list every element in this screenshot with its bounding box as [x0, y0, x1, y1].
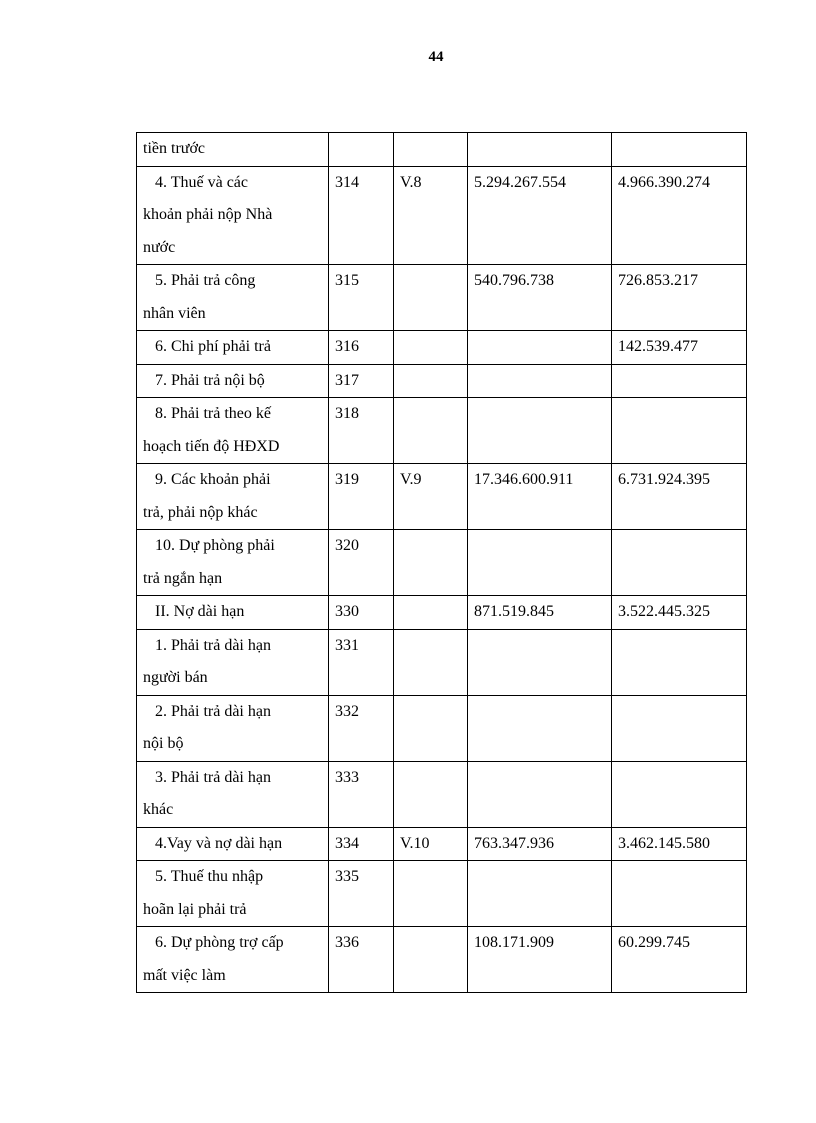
description-line: 10. Dự phòng phải — [143, 537, 275, 554]
cell-amount-end: 108.171.909 — [468, 927, 612, 993]
cell-amount-start: 142.539.477 — [612, 331, 747, 365]
cell-amount-start — [612, 629, 747, 695]
cell-note — [394, 364, 468, 398]
description-line: nhân viên — [143, 304, 206, 322]
table-row — [137, 530, 747, 596]
description-line: 7. Phải trả nội bộ — [143, 371, 265, 389]
cell-amount-start — [612, 398, 747, 464]
cell-code — [329, 133, 394, 167]
table-row — [137, 695, 747, 761]
cell-code: 317 — [329, 364, 394, 398]
cell-amount-end — [468, 364, 612, 398]
description-line: mất việc làm — [143, 966, 226, 984]
description-line: trả, phải nộp khác — [143, 503, 258, 521]
cell-amount-end: 5.294.267.554 — [468, 166, 612, 265]
cell-amount-end — [468, 861, 612, 927]
cell-description — [137, 596, 329, 630]
table-row — [137, 464, 747, 530]
cell-amount-start: 6.731.924.395 — [612, 464, 747, 530]
cell-description — [137, 927, 329, 993]
cell-amount-start — [612, 761, 747, 827]
cell-amount-start: 3.462.145.580 — [612, 827, 747, 861]
cell-code: 314 — [329, 166, 394, 265]
cell-amount-end: 763.347.936 — [468, 827, 612, 861]
description-line: 2. Phải trả dài hạn — [143, 702, 271, 720]
cell-code: 333 — [329, 761, 394, 827]
cell-description — [137, 364, 329, 398]
cell-amount-end — [468, 331, 612, 365]
cell-code: 319 — [329, 464, 394, 530]
description-line: khác — [143, 801, 174, 818]
description-line: 4. Thuế và các — [143, 173, 248, 191]
table-row — [137, 861, 747, 927]
cell-amount-end: 540.796.738 — [468, 265, 612, 331]
table-row — [137, 364, 747, 398]
cell-note — [394, 695, 468, 761]
cell-amount-start: 4.966.390.274 — [612, 166, 747, 265]
cell-amount-end: 17.346.600.911 — [468, 464, 612, 530]
description-line: 3. Phải trả dài hạn — [143, 768, 271, 786]
cell-amount-end — [468, 398, 612, 464]
cell-note — [394, 596, 468, 630]
description-line: nội bộ — [143, 735, 184, 752]
page-number: 44 — [428, 49, 444, 65]
description-line: 5. Phải trả công — [143, 272, 256, 289]
cell-amount-end — [468, 761, 612, 827]
cell-description — [137, 761, 329, 827]
table-row — [137, 827, 747, 861]
cell-code: 330 — [329, 596, 394, 630]
cell-code: 336 — [329, 927, 394, 993]
cell-description — [137, 629, 329, 695]
cell-amount-end — [468, 695, 612, 761]
table-body — [137, 133, 747, 993]
cell-note — [394, 398, 468, 464]
cell-note — [394, 265, 468, 331]
cell-note: V.9 — [394, 464, 468, 530]
cell-note: V.10 — [394, 827, 468, 861]
cell-code: 331 — [329, 629, 394, 695]
cell-code: 334 — [329, 827, 394, 861]
description-line: khoản phải nộp Nhà — [143, 206, 273, 223]
cell-note — [394, 761, 468, 827]
cell-description — [137, 398, 329, 464]
table-row — [137, 133, 747, 167]
cell-code: 332 — [329, 695, 394, 761]
cell-note — [394, 927, 468, 993]
table-row — [137, 761, 747, 827]
cell-amount-end — [468, 629, 612, 695]
cell-description — [137, 464, 329, 530]
cell-note — [394, 530, 468, 596]
description-line: hoãn lại phải trả — [143, 900, 247, 918]
cell-description — [137, 827, 329, 861]
cell-code: 315 — [329, 265, 394, 331]
cell-amount-end — [468, 133, 612, 167]
description-line: II. Nợ dài hạn — [143, 603, 245, 620]
cell-note — [394, 861, 468, 927]
description-line: 1. Phải trả dài hạn — [143, 636, 271, 654]
description-line: người bán — [143, 669, 208, 686]
cell-note: V.8 — [394, 166, 468, 265]
cell-amount-end: 871.519.845 — [468, 596, 612, 630]
cell-amount-start: 3.522.445.325 — [612, 596, 747, 630]
cell-note — [394, 133, 468, 167]
description-line: 9. Các khoản phải — [143, 471, 271, 488]
cell-code: 316 — [329, 331, 394, 365]
cell-amount-start — [612, 861, 747, 927]
cell-description — [137, 695, 329, 761]
description-line: 8. Phải trả theo kế — [143, 405, 271, 422]
cell-description — [137, 530, 329, 596]
cell-description — [137, 331, 329, 365]
table-row — [137, 629, 747, 695]
cell-description — [137, 265, 329, 331]
cell-code: 320 — [329, 530, 394, 596]
description-line: tiền trước — [143, 140, 205, 157]
description-line: nước — [143, 238, 176, 256]
table-row — [137, 596, 747, 630]
cell-description — [137, 166, 329, 265]
cell-description — [137, 133, 329, 167]
cell-note — [394, 331, 468, 365]
cell-note — [394, 629, 468, 695]
description-line: 6. Chi phí phải trả — [143, 338, 271, 355]
cell-amount-start — [612, 133, 747, 167]
cell-amount-start — [612, 364, 747, 398]
cell-description — [137, 861, 329, 927]
cell-code: 318 — [329, 398, 394, 464]
balance-sheet-table — [136, 132, 747, 993]
table-row — [137, 398, 747, 464]
cell-amount-start: 726.853.217 — [612, 265, 747, 331]
table-row — [137, 331, 747, 365]
cell-code: 335 — [329, 861, 394, 927]
description-line: 4.Vay và nợ dài hạn — [143, 834, 283, 852]
cell-amount-start — [612, 530, 747, 596]
cell-amount-start — [612, 695, 747, 761]
table-row — [137, 927, 747, 993]
description-line: hoạch tiến độ HĐXD — [143, 437, 280, 455]
description-line: 6. Dự phòng trợ cấp — [143, 934, 284, 951]
cell-amount-start: 60.299.745 — [612, 927, 747, 993]
table-row — [137, 166, 747, 265]
table-row — [137, 265, 747, 331]
description-line: 5. Thuế thu nhập — [143, 868, 264, 885]
description-line: trả ngắn hạn — [143, 569, 223, 587]
cell-amount-end — [468, 530, 612, 596]
